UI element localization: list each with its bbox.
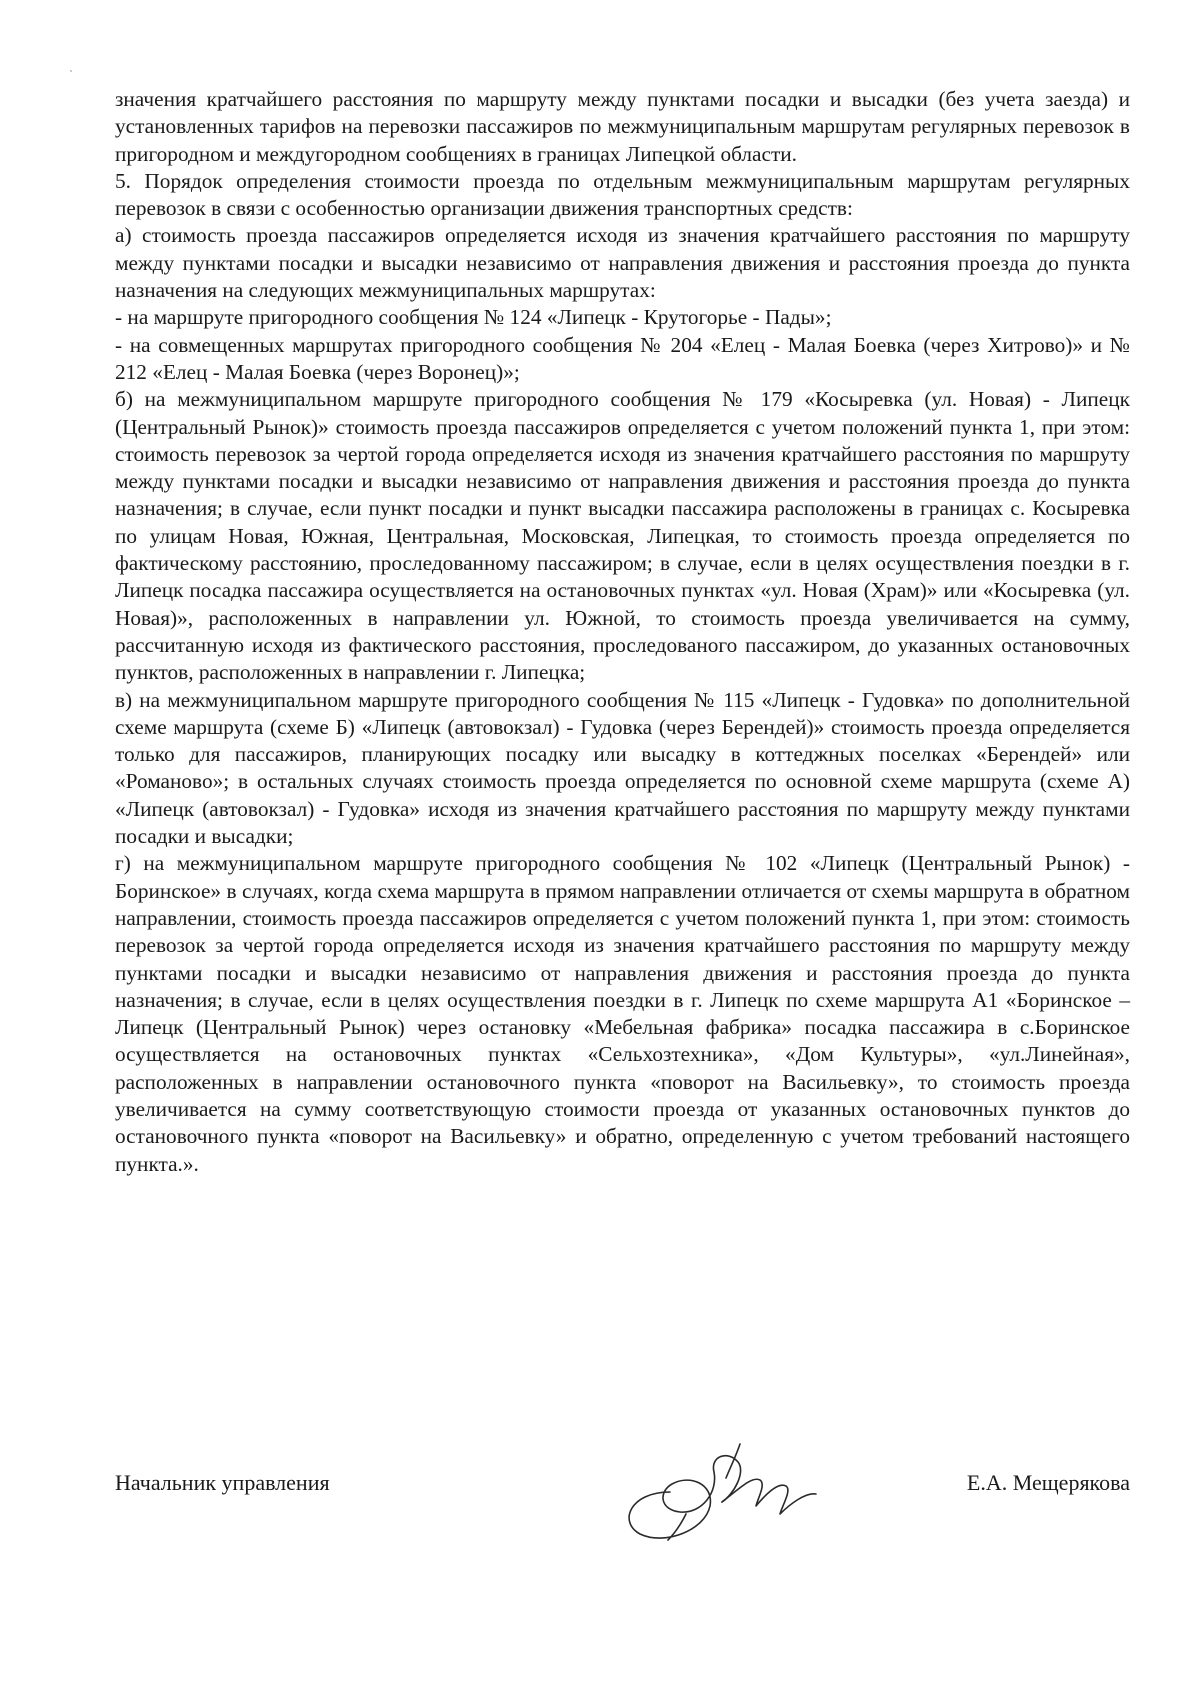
paragraph-route-124: - на маршруте пригородного сообщения № 124 «Липецк - Крутогорье - Пады»;	[115, 305, 832, 330]
paragraph-item-5a: а) стоимость проезда пассажиров определяется исходя из значения кратчайшего расстояния по маршруту между пунктами посадки и высадки независимо от направления движения и расстояния проезда до пункта назначения на следующих межмуниципальных маршрутах:	[115, 223, 1130, 303]
paragraph-routes-204-212: - на совмещенных маршрутах пригородного сообщения № 204 «Елец - Малая Боевка (через Хитрово)» и № 212 «Елец - Малая Боевка (через Воронец)»;	[115, 332, 1130, 384]
paragraph-item-5g: г) на межмуниципальном маршруте пригородного сообщения № 102 «Липецк (Центральный Рынок) - Боринское» в случаях, когда схема маршрута в прямом направлении отличается от схемы маршрута в обратном направлении, стоимость проезда пассажиров определяется с учетом положений пункта 1, при этом: стоимость перевозок за чертой города определяется исходя из значения кратчайшего расстояния по маршруту между пунктами посадки и высадки независимо от направления движения и расстояния проезда до пункта назначения; в случае, если в целях осуществления поездки в г. Липецк по схеме маршрута А1 «Боринское – Липецк (Центральный Рынок) через остановку «Мебельная фабрика» посадка пассажира в с.Боринское осуществляется на остановочных пунктах «Сельхозтехника», «Дом Культуры», «ул.Линейная», расположенных в направлении остановочного пункта «поворот на Васильевку», то стоимость проезда увеличивается на сумму соответствующую стоимости проезда от указанных остановочных пунктов до остановочного пункта «поворот на Васильевку» и обратно, определенную с учетом требований настоящего пункта.».	[115, 851, 1130, 1176]
paragraph-item-5v: в) на межмуниципальном маршруте пригородного сообщения № 115 «Липецк - Гудовка» по дополнительной схеме маршрута (схеме Б) «Липецк (автовокзал) - Гудовка (через Берендей)» стоимость проезда определяется только для пассажиров, планирующих посадку или высадку в коттеджных поселках «Берендей» или «Романово»; в остальных случаях стоимость проезда определяется по основной схеме маршрута (схеме А) «Липецк (автовокзал) - Гудовка» исходя из значения кратчайшего расстояния по маршруту между пунктами посадки и высадки;	[115, 687, 1130, 849]
signer-name: Е.А. Мещерякова	[966, 1470, 1130, 1495]
handwritten-signature	[610, 1422, 850, 1552]
paragraph-distance-continuation: значения кратчайшего расстояния по маршруту между пунктами посадки и высадки (без учета заезда) и установленных тарифов на перевозки пассажиров по межмуниципальным маршрутам регулярных перевозок в пригородном и междугородном сообщениях в границах Липецкой области.	[115, 87, 1130, 166]
position-title: Начальник управления	[115, 1470, 330, 1495]
signature-block	[115, 1440, 1130, 1550]
scan-speck	[70, 70, 72, 72]
paragraph-item-5b: б) на межмуниципальном маршруте пригородного сообщения № 179 «Косыревка (ул. Новая) - Липецк (Центральный Рынок)» стоимость проезда пассажиров определяется с учетом положений пункта 1, при этом: стоимость перевозок за чертой города определяется исходя из значения кратчайшего расстояния по маршруту между пунктами посадки и высадки независимо от направления движения и расстояния проезда до пункта назначения; в случае, если пункт посадки и пункт высадки пассажира расположены в границах с. Косыревка по улицам Новая, Южная, Центральная, Московская, Липецкая, то стоимость проезда определяется по фактическому расстоянию, проследованному пассажиром; в случае, если в целях осуществления поездки в г. Липецк посадка пассажира осуществляется на остановочных пунктах «ул. Новая (Храм)» или «Косыревка (ул. Новая)», расположенных в направлении ул. Южной, то стоимость проезда увеличивается на сумму, рассчитанную исходя из фактического расстояния, проследованого пассажиром, до указанных остановочных пунктов, расположенных в направлении г. Липецка;	[115, 387, 1130, 685]
document-body	[115, 86, 1130, 1178]
paragraph-item-5: 5. Порядок определения стоимости проезда по отдельным межмуниципальным маршрутам регулярных перевозок в связи с особенностью организации движения транспортных средств:	[115, 168, 1130, 221]
